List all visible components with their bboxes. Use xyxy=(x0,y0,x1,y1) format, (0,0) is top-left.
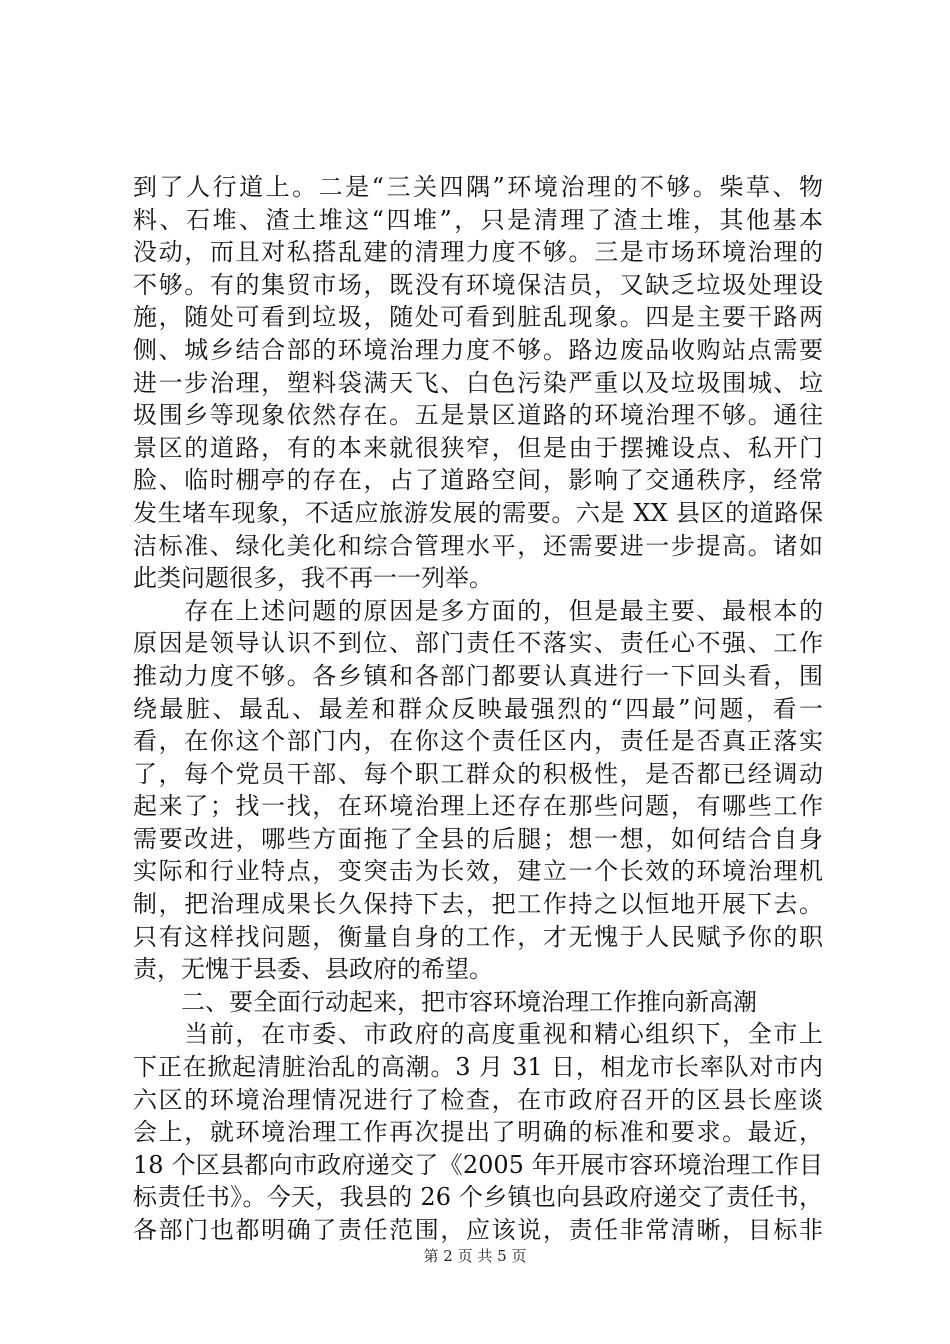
text-line: 绕最脏、最乱、最差和群众反映最强烈的“四最”问题，看一 xyxy=(133,694,823,723)
text-line: 洁标准、绿化美化和综合管理水平，还需要进一步提高。诸如 xyxy=(133,531,823,560)
text-line: 18 个区县都向市政府递交了《2005 年开展市容环境治理工作目 xyxy=(133,1150,823,1179)
text-line: 存在上述问题的原因是多方面的，但是最主要、最根本的 xyxy=(133,596,823,625)
text-line: 下正在掀起清脏治乱的高潮。3 月 31 日，相龙市长率队对市内 xyxy=(133,1053,823,1082)
text-line: 责，无愧于县委、县政府的希望。 xyxy=(133,955,493,984)
text-line: 看，在你这个部门内，在你这个责任区内，责任是否真正落实 xyxy=(133,727,823,756)
text-line: 施，随处可看到垃圾，随处可看到脏乱现象。四是主要干路两 xyxy=(133,303,823,332)
text-line: 原因是领导认识不到位、部门责任不落实、责任心不强、工作 xyxy=(133,629,823,658)
text-line: 脸、临时棚亭的存在，占了道路空间，影响了交通秩序，经常 xyxy=(133,466,823,495)
text-line: 了，每个党员干部、每个职工群众的积极性，是否都已经调动 xyxy=(133,759,823,788)
text-line: 六区的环境治理情况进行了检查，在市政府召开的区县长座谈 xyxy=(133,1085,823,1114)
text-line: 进一步治理，塑料袋满天飞、白色污染严重以及垃圾围城、垃 xyxy=(133,368,823,397)
text-line: 侧、城乡结合部的环境治理力度不够。路边废品收购站点需要 xyxy=(133,335,823,364)
page-footer: 第 2 页 共 5 页 xyxy=(423,1247,527,1265)
text-line: 推动力度不够。各乡镇和各部门都要认真进行一下回头看，围 xyxy=(133,661,823,690)
text-line: 标责任书》。今天，我县的 26 个乡镇也向县政府递交了责任书， xyxy=(133,1183,823,1212)
document-body xyxy=(133,171,823,1247)
text-line: 不够。有的集贸市场，既没有环境保洁员，又缺乏垃圾处理设 xyxy=(133,270,823,299)
text-line: 只有这样找问题，衡量自身的工作，才无愧于人民赋予你的职 xyxy=(133,922,823,951)
text-line: 料、石堆、渣土堆这“四堆”，只是清理了渣土堆，其他基本 xyxy=(133,205,823,234)
text-line: 制，把治理成果长久保持下去，把工作持之以恒地开展下去。 xyxy=(133,890,823,919)
text-line: 当前，在市委、市政府的高度重视和精心组织下，全市上 xyxy=(133,1020,823,1049)
text-line: 发生堵车现象，不适应旅游发展的需要。六是 XX 县区的道路保 xyxy=(133,498,823,527)
text-line: 到了人行道上。二是“三关四隅”环境治理的不够。柴草、物 xyxy=(133,173,823,201)
text-line: 二、要全面行动起来，把市容环境治理工作推向新高潮 xyxy=(133,987,757,1016)
text-line: 需要改进，哪些方面拖了全县的后腿；想一想，如何结合自身 xyxy=(133,824,823,853)
text-line: 圾围乡等现象依然存在。五是景区道路的环境治理不够。通往 xyxy=(133,401,823,430)
text-line: 没动，而且对私搭乱建的清理力度不够。三是市场环境治理的 xyxy=(133,238,823,267)
text-line: 此类问题很多，我不再一一列举。 xyxy=(133,564,493,593)
text-line: 起来了；找一找，在环境治理上还存在那些问题，有哪些工作 xyxy=(133,792,823,821)
text-line: 实际和行业特点，变突击为长效，建立一个长效的环境治理机 xyxy=(133,857,823,886)
text-line: 各部门也都明确了责任范围，应该说，责任非常清晰，目标非 xyxy=(133,1216,823,1244)
text-line: 会上，就环境治理工作再次提出了明确的标准和要求。最近， xyxy=(133,1118,823,1147)
text-line: 景区的道路，有的本来就很狭窄，但是由于摆摊设点、私开门 xyxy=(133,433,823,462)
